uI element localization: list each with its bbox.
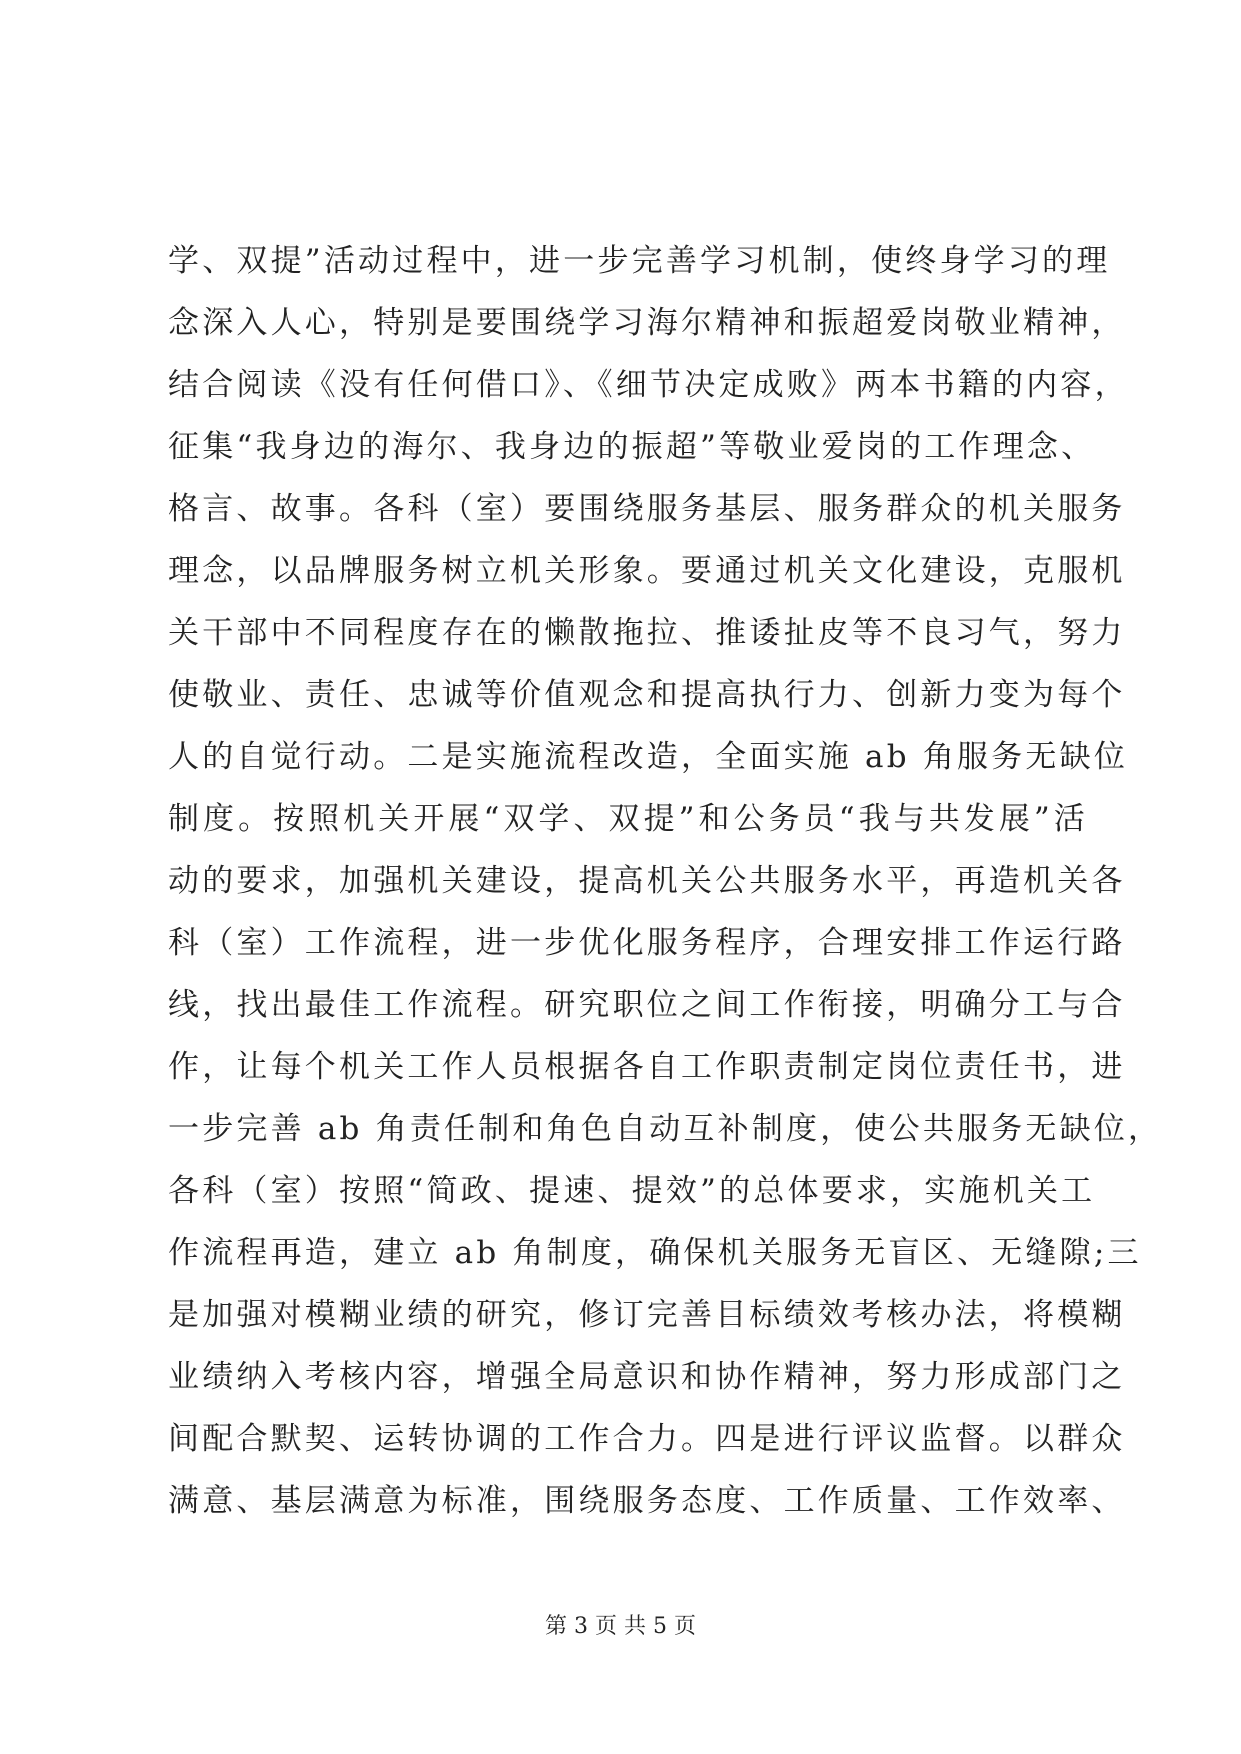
text-line: 使敬业、责任、忠诚等价值观念和提高执行力、创新力变为每个 — [168, 677, 1126, 713]
text-line: 学、双提”活动过程中，进一步完善学习机制，使终身学习的理 — [168, 243, 1111, 279]
text-line: 间配合默契、运转协调的工作合力。四是进行评议监督。以群众 — [168, 1421, 1126, 1457]
text-line: 线，找出最佳工作流程。研究职位之间工作衔接，明确分工与合 — [168, 987, 1126, 1023]
text-line: 人的自觉行动。二是实施流程改造，全面实施 ab 角服务无缺位 — [168, 739, 1129, 775]
text-line: 作，让每个机关工作人员根据各自工作职责制定岗位责任书，进 — [168, 1049, 1126, 1085]
text-line: 理念，以品牌服务树立机关形象。要通过机关文化建设，克服机 — [168, 553, 1126, 589]
text-line: 各科（室）按照“简政、提速、提效”的总体要求，实施机关工 — [168, 1173, 1096, 1209]
text-line: 关干部中不同程度存在的懒散拖拉、推诿扯皮等不良习气，努力 — [168, 615, 1126, 651]
text-line: 征集“我身边的海尔、我身边的振超”等敬业爱岗的工作理念、 — [168, 429, 1096, 465]
text-line: 一步完善 ab 角责任制和角色自动互补制度，使公共服务无缺位， — [168, 1111, 1163, 1147]
text-line: 作流程再造，建立 ab 角制度，确保机关服务无盲区、无缝隙;三 — [168, 1235, 1142, 1271]
text-line: 动的要求，加强机关建设，提高机关公共服务水平，再造机关各 — [168, 863, 1126, 899]
text-line: 是加强对模糊业绩的研究，修订完善目标绩效考核办法，将模糊 — [168, 1297, 1126, 1333]
page-number-footer: 第 3 页 共 5 页 — [545, 1614, 696, 1639]
text-line: 科（室）工作流程，进一步优化服务程序，合理安排工作运行路 — [168, 925, 1126, 961]
text-line: 格言、故事。各科（室）要围绕服务基层、服务群众的机关服务 — [168, 491, 1126, 527]
text-line: 念深入人心，特别是要围绕学习海尔精神和振超爱岗敬业精神， — [168, 305, 1126, 341]
text-line: 制度。按照机关开展“双学、双提”和公务员“我与共发展”活 — [168, 801, 1088, 837]
text-line: 业绩纳入考核内容，增强全局意识和协作精神，努力形成部门之 — [168, 1359, 1126, 1395]
text-line: 结合阅读《没有任何借口》、《细节决定成败》两本书籍的内容， — [168, 367, 1129, 403]
body-paragraph — [168, 230, 1163, 1532]
text-line: 满意、基层满意为标准，围绕服务态度、工作质量、工作效率、 — [168, 1483, 1126, 1519]
